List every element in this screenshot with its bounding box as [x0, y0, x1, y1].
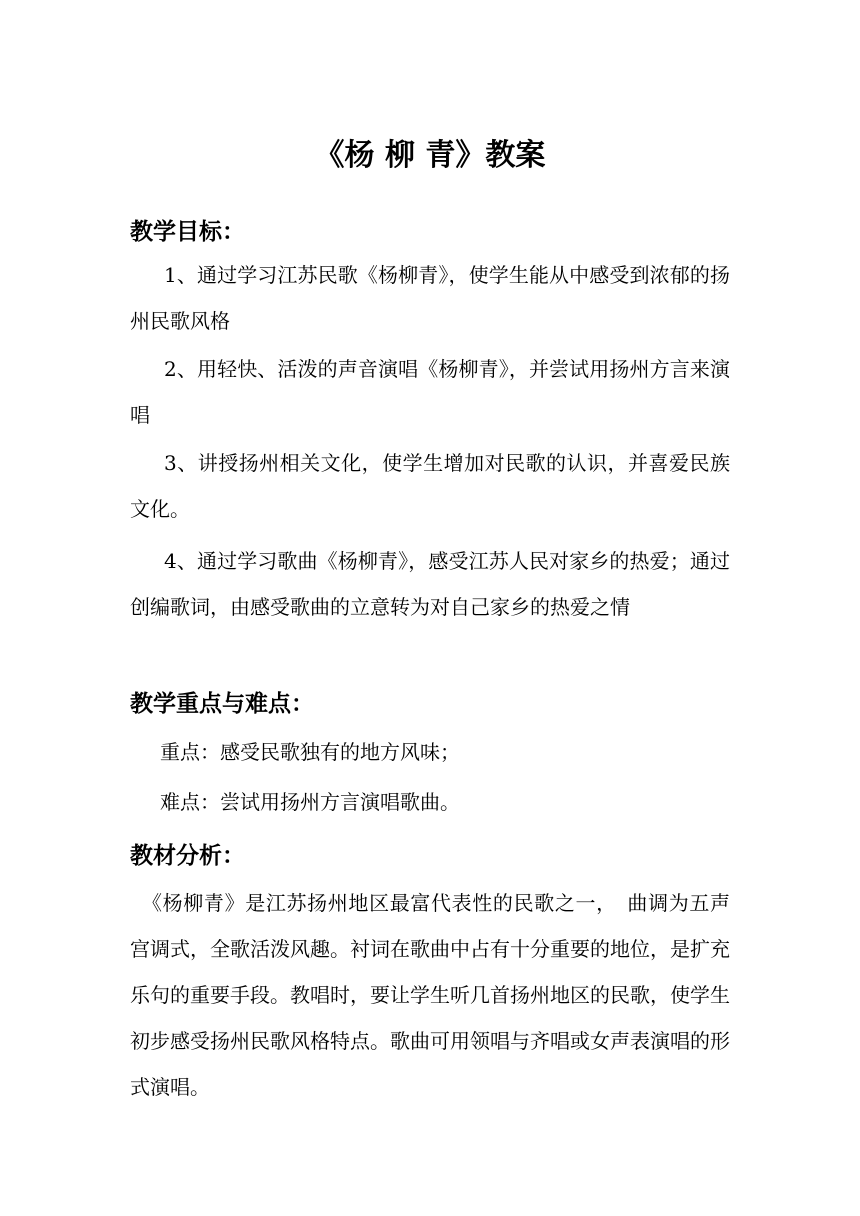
key-point-difficulty: 难点：尝试用扬州方言演唱歌曲。 [160, 790, 460, 814]
objectives-heading: 教学目标： [130, 219, 245, 245]
objective-item-4: 4、通过学习歌曲《杨柳青》，感受江苏人民对家乡的热爱；通过创编歌词，由感受歌曲的立意转为对自己家乡的热爱之情 [130, 549, 730, 619]
document-title: 《杨 柳 青》教案 [314, 138, 546, 173]
key-points-heading: 教学重点与难点： [130, 691, 314, 717]
key-point-focus: 重点：感受民歌独有的地方风味； [160, 740, 460, 764]
analysis-heading: 教材分析： [130, 843, 245, 869]
objective-item-2: 2、用轻快、活泼的声音演唱《杨柳青》，并尝试用扬州方言来演唱 [130, 357, 730, 427]
analysis-text: 《杨柳青》是江苏扬州地区最富代表性的民歌之一， 曲调为五声宫调式，全歌活泼风趣。衬词在歌曲中占有十分重要的地位，是扩充乐句的重要手段。教唱时，要让学生听几首扬州地区的民歌，使学生初步感受扬州民歌风格特点。歌曲可用领唱与齐唱或女声表演唱的形式演唱。 [130, 891, 730, 1099]
objective-item-3: 3、讲授扬州相关文化，使学生增加对民歌的认识，并喜爱民族文化。 [130, 451, 730, 521]
objective-item-1: 1、通过学习江苏民歌《杨柳青》，使学生能从中感受到浓郁的扬州民歌风格 [130, 263, 730, 333]
